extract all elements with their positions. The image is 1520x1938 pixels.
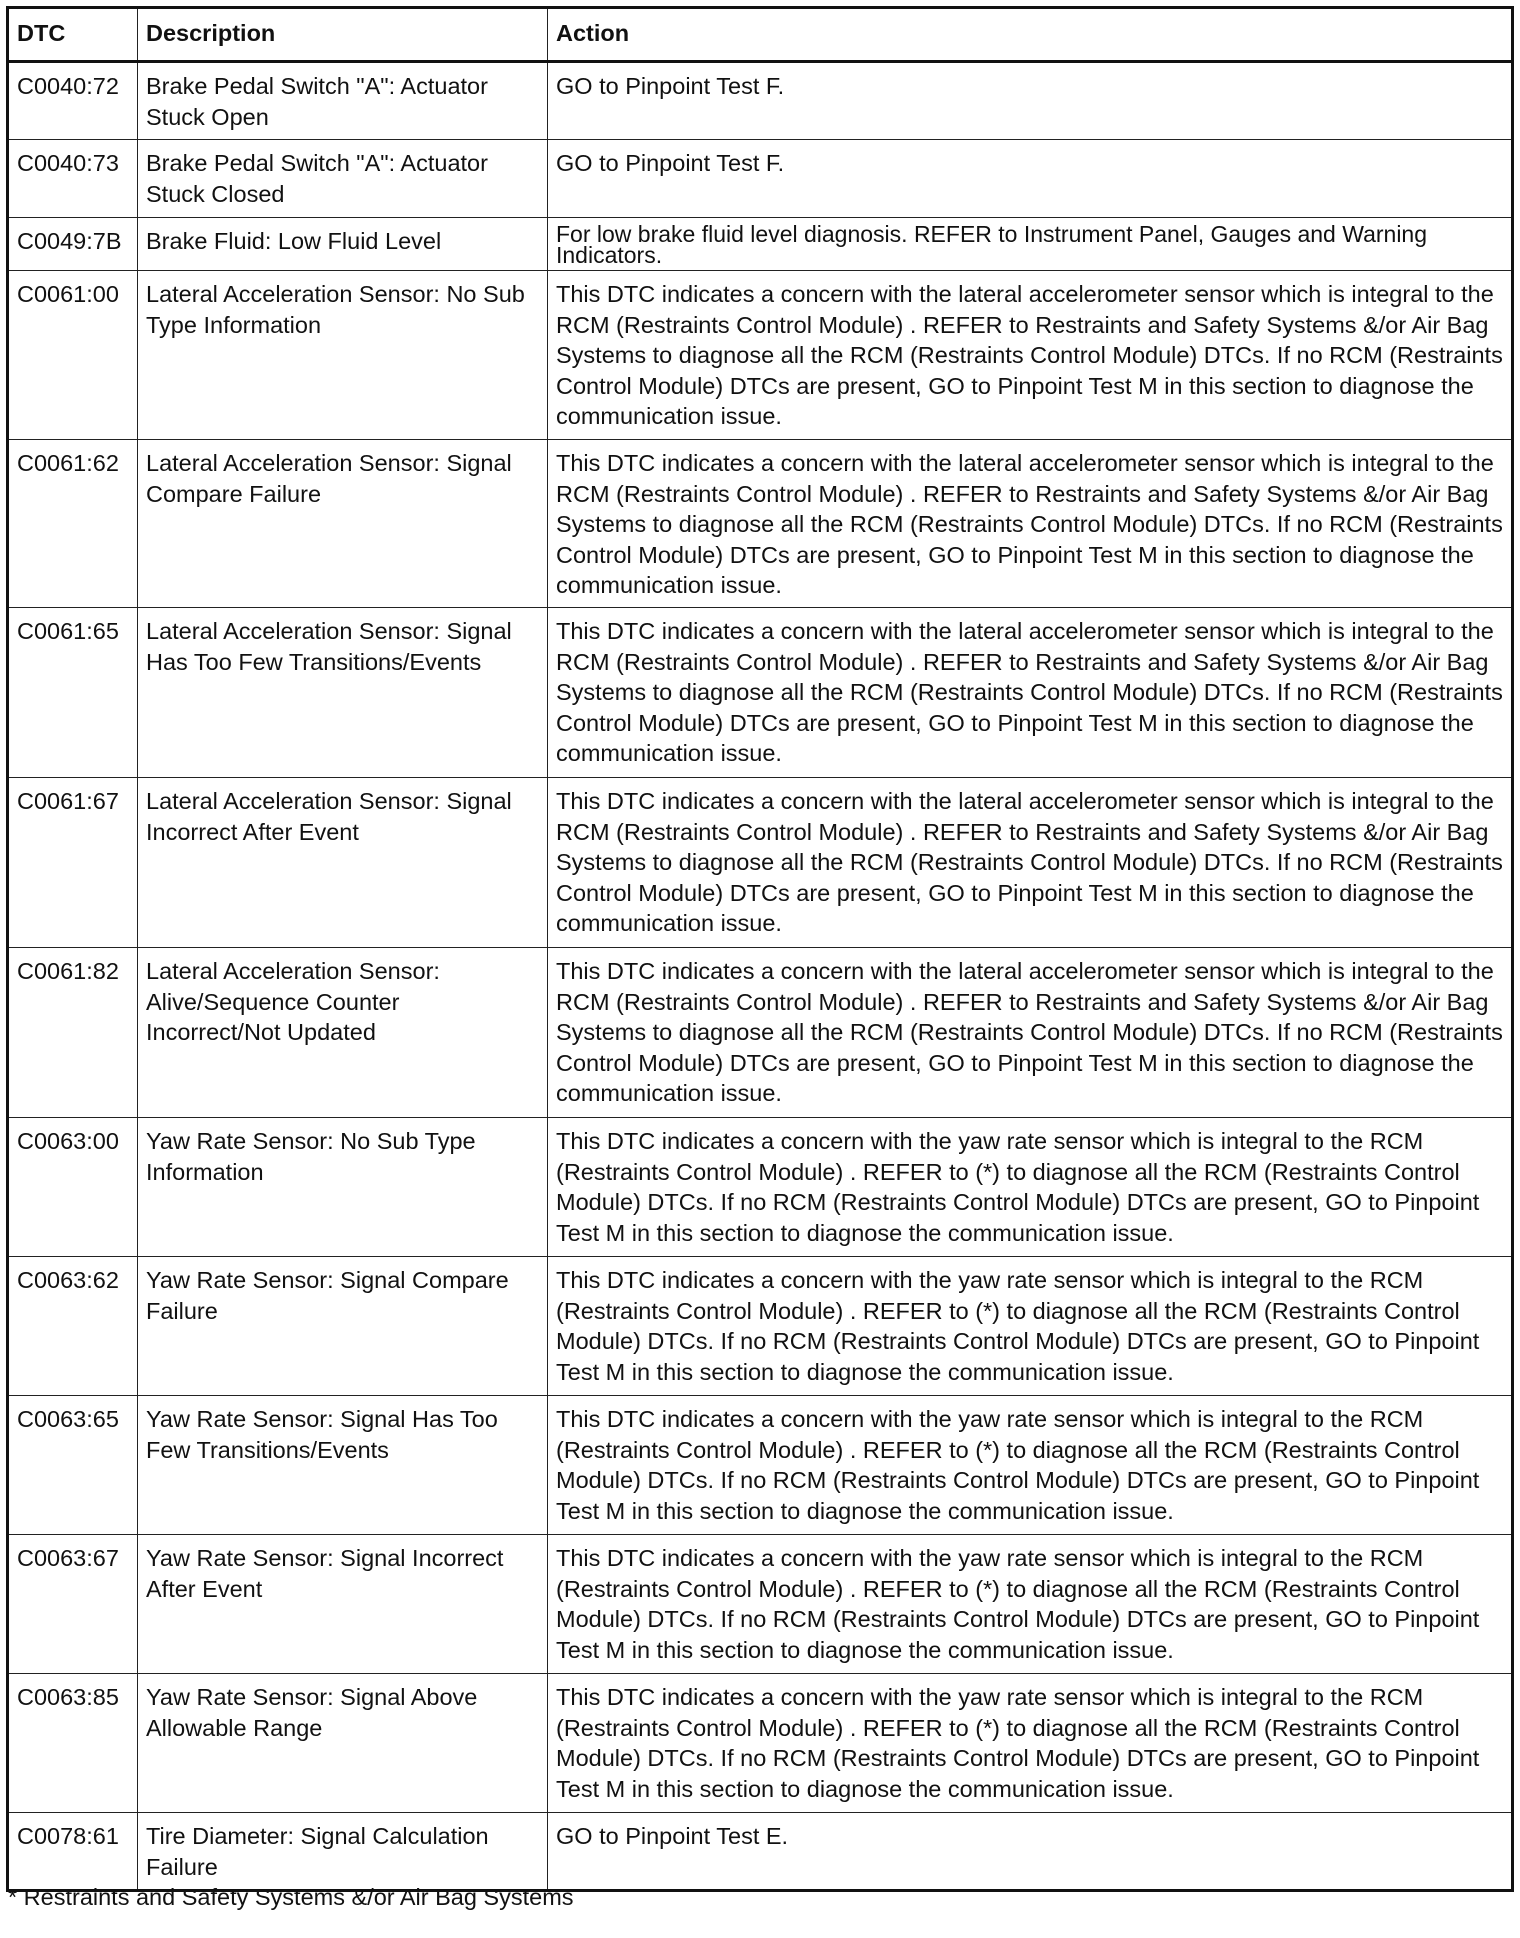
table-row <box>8 1257 1513 1396</box>
description-cell: Tire Diameter: Signal Calculation Failure <box>138 1813 548 1891</box>
description-cell: Lateral Acceleration Sensor: Alive/Sequence Counter Incorrect/Not Updated <box>138 948 548 1118</box>
dtc-cell: C0063:65 <box>8 1396 138 1535</box>
description-cell: Lateral Acceleration Sensor: Signal Has Too Few Transitions/Events <box>138 608 548 778</box>
dtc-cell: C0061:00 <box>8 271 138 440</box>
dtc-cell: C0078:61 <box>8 1813 138 1891</box>
dtc-cell: C0063:00 <box>8 1118 138 1257</box>
action-cell: GO to Pinpoint Test F. <box>548 62 1513 140</box>
action-cell: This DTC indicates a concern with the lateral accelerometer sensor which is integral to the RCM (Restraints Control Module) . REFER to Restraints and Safety Systems &/or Air Bag Systems to diagnose all the RCM (Restraints Control Module) DTCs. If no RCM (Restraints Control Module) DTCs are present, GO to Pinpoint Test M in this section to diagnose the communication issue. <box>548 948 1513 1118</box>
description-cell: Lateral Acceleration Sensor: Signal Incorrect After Event <box>138 778 548 948</box>
dtc-cell: C0061:67 <box>8 778 138 948</box>
table-row <box>8 1118 1513 1257</box>
description-cell: Yaw Rate Sensor: Signal Incorrect After Event <box>138 1535 548 1674</box>
action-cell: This DTC indicates a concern with the lateral accelerometer sensor which is integral to the RCM (Restraints Control Module) . REFER to Restraints and Safety Systems &/or Air Bag Systems to diagnose all the RCM (Restraints Control Module) DTCs. If no RCM (Restraints Control Module) DTCs are present, GO to Pinpoint Test M in this section to diagnose the communication issue. <box>548 271 1513 440</box>
description-cell: Brake Pedal Switch "A": Actuator Stuck Closed <box>138 140 548 218</box>
table-row <box>8 140 1513 218</box>
action-cell: This DTC indicates a concern with the yaw rate sensor which is integral to the RCM (Restraints Control Module) . REFER to (*) to diagnose all the RCM (Restraints Control Module) DTCs. If no RCM (Restraints Control Module) DTCs are present, GO to Pinpoint Test M in this section to diagnose the communication issue. <box>548 1257 1513 1396</box>
description-cell: Yaw Rate Sensor: Signal Has Too Few Transitions/Events <box>138 1396 548 1535</box>
description-cell: Brake Pedal Switch "A": Actuator Stuck Open <box>138 62 548 140</box>
dtc-cell: C0063:85 <box>8 1674 138 1813</box>
action-cell: This DTC indicates a concern with the lateral accelerometer sensor which is integral to the RCM (Restraints Control Module) . REFER to Restraints and Safety Systems &/or Air Bag Systems to diagnose all the RCM (Restraints Control Module) DTCs. If no RCM (Restraints Control Module) DTCs are present, GO to Pinpoint Test M in this section to diagnose the communication issue. <box>548 778 1513 948</box>
table-row <box>8 1813 1513 1891</box>
description-cell: Yaw Rate Sensor: Signal Compare Failure <box>138 1257 548 1396</box>
dtc-cell: C0063:67 <box>8 1535 138 1674</box>
header-description: Description <box>138 8 548 62</box>
header-row <box>8 8 1513 62</box>
action-cell: GO to Pinpoint Test F. <box>548 140 1513 218</box>
footnote: * Restraints and Safety Systems &/or Air Bag Systems <box>8 1884 574 1910</box>
action-cell: This DTC indicates a concern with the yaw rate sensor which is integral to the RCM (Restraints Control Module) . REFER to (*) to diagnose all the RCM (Restraints Control Module) DTCs. If no RCM (Restraints Control Module) DTCs are present, GO to Pinpoint Test M in this section to diagnose the communication issue. <box>548 1396 1513 1535</box>
table-row <box>8 1674 1513 1813</box>
action-cell: This DTC indicates a concern with the lateral accelerometer sensor which is integral to the RCM (Restraints Control Module) . REFER to Restraints and Safety Systems &/or Air Bag Systems to diagnose all the RCM (Restraints Control Module) DTCs. If no RCM (Restraints Control Module) DTCs are present, GO to Pinpoint Test M in this section to diagnose the communication issue. <box>548 608 1513 778</box>
dtc-cell: C0040:72 <box>8 62 138 140</box>
header-action: Action <box>548 8 1513 62</box>
action-cell: For low brake fluid level diagnosis. REFER to Instrument Panel, Gauges and Warning Indicators. <box>548 218 1513 271</box>
dtc-cell: C0061:62 <box>8 440 138 608</box>
table-header <box>8 8 1513 62</box>
description-cell: Brake Fluid: Low Fluid Level <box>138 218 548 271</box>
description-cell: Yaw Rate Sensor: No Sub Type Information <box>138 1118 548 1257</box>
dtc-cell: C0040:73 <box>8 140 138 218</box>
header-dtc: DTC <box>8 8 138 62</box>
table-row <box>8 778 1513 948</box>
table-row <box>8 271 1513 440</box>
table-row <box>8 608 1513 778</box>
description-cell: Lateral Acceleration Sensor: No Sub Type Information <box>138 271 548 440</box>
description-cell: Lateral Acceleration Sensor: Signal Compare Failure <box>138 440 548 608</box>
action-cell: This DTC indicates a concern with the lateral accelerometer sensor which is integral to the RCM (Restraints Control Module) . REFER to Restraints and Safety Systems &/or Air Bag Systems to diagnose all the RCM (Restraints Control Module) DTCs. If no RCM (Restraints Control Module) DTCs are present, GO to Pinpoint Test M in this section to diagnose the communication issue. <box>548 440 1513 608</box>
dtc-cell: C0061:65 <box>8 608 138 778</box>
dtc-cell: C0049:7B <box>8 218 138 271</box>
table-row <box>8 62 1513 140</box>
table-row <box>8 1396 1513 1535</box>
dtc-cell: C0063:62 <box>8 1257 138 1396</box>
description-cell: Yaw Rate Sensor: Signal Above Allowable Range <box>138 1674 548 1813</box>
action-cell: GO to Pinpoint Test E. <box>548 1813 1513 1891</box>
dtc-cell: C0061:82 <box>8 948 138 1118</box>
table-row <box>8 440 1513 608</box>
dtc-table <box>6 6 1514 1892</box>
action-cell: This DTC indicates a concern with the yaw rate sensor which is integral to the RCM (Restraints Control Module) . REFER to (*) to diagnose all the RCM (Restraints Control Module) DTCs. If no RCM (Restraints Control Module) DTCs are present, GO to Pinpoint Test M in this section to diagnose the communication issue. <box>548 1535 1513 1674</box>
table-row <box>8 1535 1513 1674</box>
table-row <box>8 948 1513 1118</box>
action-cell: This DTC indicates a concern with the yaw rate sensor which is integral to the RCM (Restraints Control Module) . REFER to (*) to diagnose all the RCM (Restraints Control Module) DTCs. If no RCM (Restraints Control Module) DTCs are present, GO to Pinpoint Test M in this section to diagnose the communication issue. <box>548 1674 1513 1813</box>
table-body <box>8 62 1513 1891</box>
table-row <box>8 218 1513 271</box>
action-cell: This DTC indicates a concern with the yaw rate sensor which is integral to the RCM (Restraints Control Module) . REFER to (*) to diagnose all the RCM (Restraints Control Module) DTCs. If no RCM (Restraints Control Module) DTCs are present, GO to Pinpoint Test M in this section to diagnose the communication issue. <box>548 1118 1513 1257</box>
